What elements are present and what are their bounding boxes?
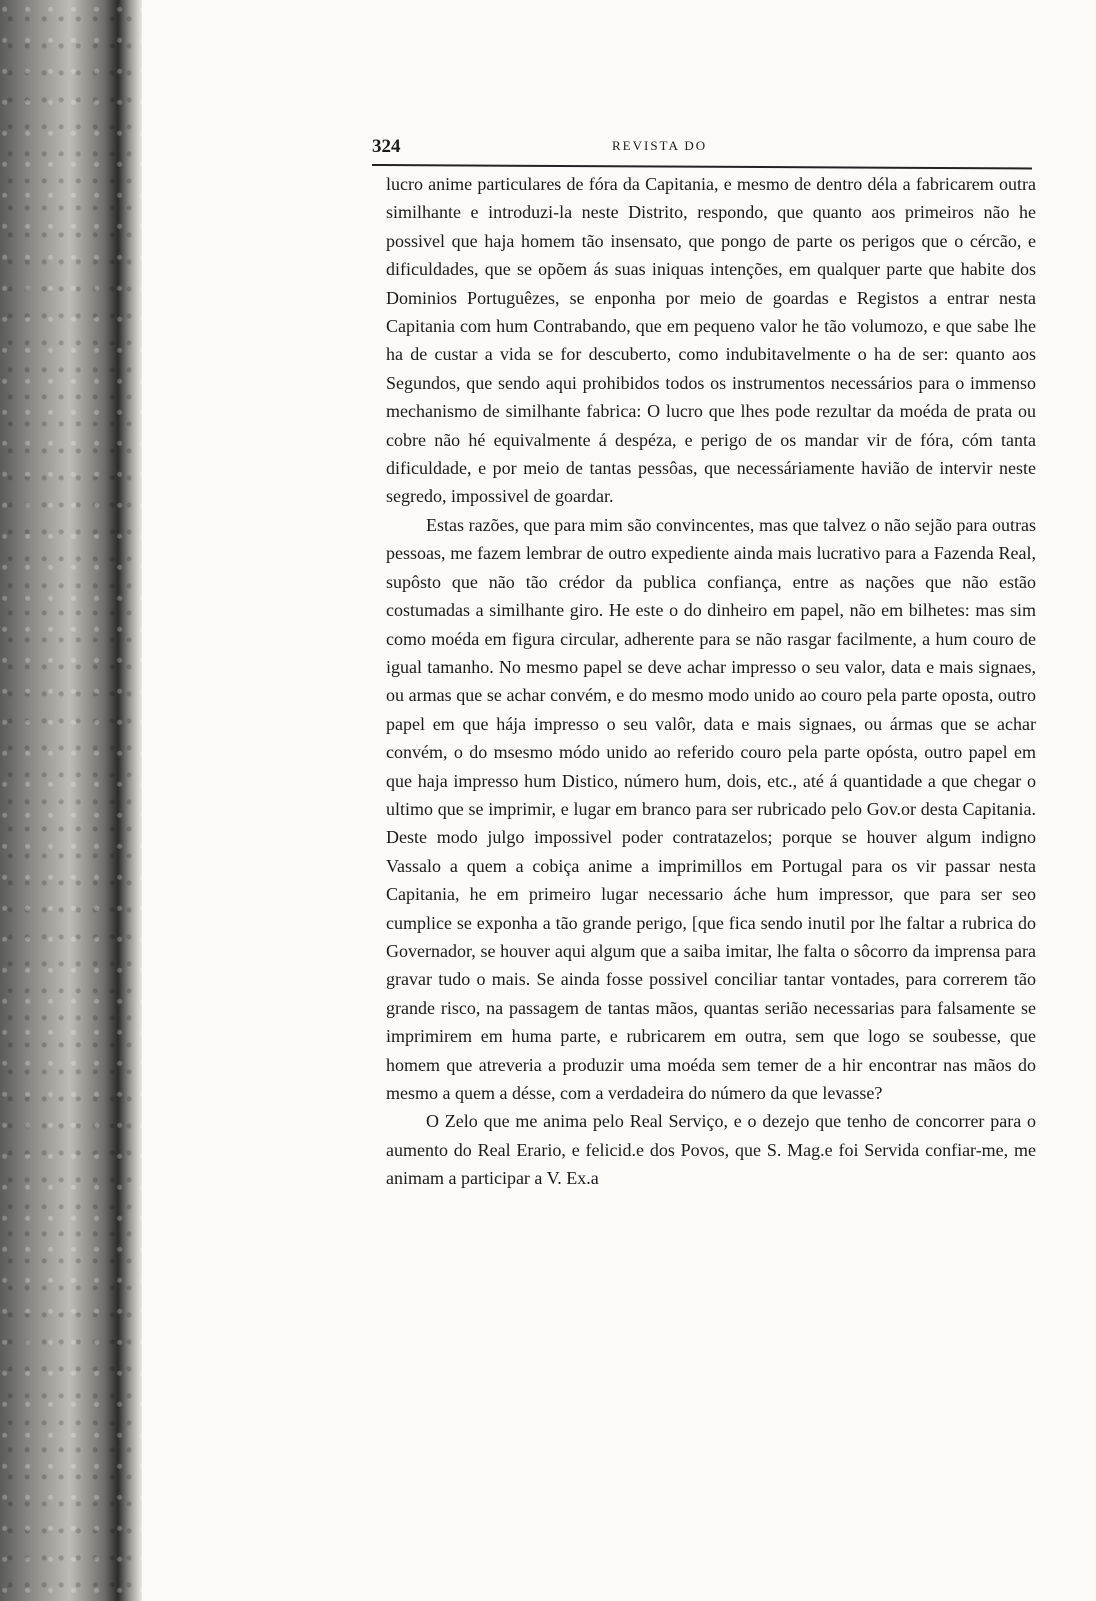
binding-texture <box>0 0 142 1601</box>
body-text <box>386 170 1036 1193</box>
paragraph: O Zelo que me anima pelo Real Serviço, e o dezejo que tenho de concorrer para o aumento do Real Erario, e felicid.e dos Povos, que S. Mag.e foi Servida confiar-me, me animam a participar a V. Ex.a <box>386 1111 1036 1189</box>
page-header <box>370 136 1032 162</box>
running-title: REVISTA DO <box>612 138 708 153</box>
paragraph: Estas razões, que para mim são convincentes, mas que talvez o não sejão para outras pessoas, me fazem lembrar de outro expediente ainda mais lucrativo para a Fazenda Real, supôsto que não tão crédor da publica confiança, entre as nações que não estão costumadas a similhante giro. He este o do dinheiro em papel, não em bilhetes: mas sim como moéda em figura circular, adherente para se não rasgar facilmente, a hum couro de igual tamanho. No mesmo papel se deve achar impresso o seu valor, data e mais signaes, ou armas que se achar convém, e do mesmo modo unido ao couro pela parte oposta, outro papel em que hája impresso o seu valôr, data e mais signaes, ou ármas que se achar convém, o do msesmo módo unido ao referido couro pela parte opósta, outro papel em que haja impresso hum Distico, número hum, dois, etc., até á quantidade a que chegar o ultimo que se imprimir, e lugar em branco para ser rubricado pelo Gov.or desta Capitania. Deste modo julgo impossivel poder contratazelos; porque se houver algum indigno Vassalo a quem a cobiça anime a imprimillos em Portugal para os vir passar nesta Capitania, he em primeiro lugar necessario áche hum impressor, que para ser seo cumplice se exponha a tão grande perigo, [que fica sendo inutil por lhe faltar a rubrica do Governador, se houver aqui algum que a saiba imitar, lhe falta o sôcorro da imprensa para gravar tudo o mais. Se ainda fosse possivel conciliar tantar vontades, para correrem tão grande risco, na passagem de tantas mãos, quantas serião necessarias para falsamente se imprimirem em huma parte, e rubricarem em outra, sem que logo se soubesse, que homem que atreveria a produzir uma moéda sem temer de a hir encontrar nas mãos do mesmo a quem a désse, com a verdadeira do número da que levasse? <box>386 514 1036 1103</box>
page-number: 324 <box>372 136 401 157</box>
header-rule <box>372 164 1032 169</box>
paragraph: lucro anime particulares de fóra da Capitania, e mesmo de dentro déla a fabricarem outra similhante e introduzi-la neste Distrito, respondo, que quanto aos primeiros não he possivel que haja homem tão insensato, que pongo de parte os perigos que o cércão, e dificuldades, que se opõem ás suas iniquas intenções, em qualquer parte que habite dos Dominios Portuguêzes, se enponha por meio de goardas e Registos a entrar nesta Capitania com hum Contrabando, que em pequeno valor he tão volumozo, e que sabe lhe ha de custar a vida se for descuberto, como indubitavelmente o ha de ser: quanto aos Segundos, que sendo aqui prohibidos todos os instrumentos necessários para o immenso mechanismo de similhante fabrica: O lucro que lhes pode rezultar da moéda de prata ou cobre não hé equivalmente á despéza, e perigo de os mandar vir de fóra, cóm tanta dificuldade, e por meio de tantas pessôas, que necessáriamente havião de intervir neste segredo, impossivel de goardar. <box>386 174 1036 507</box>
